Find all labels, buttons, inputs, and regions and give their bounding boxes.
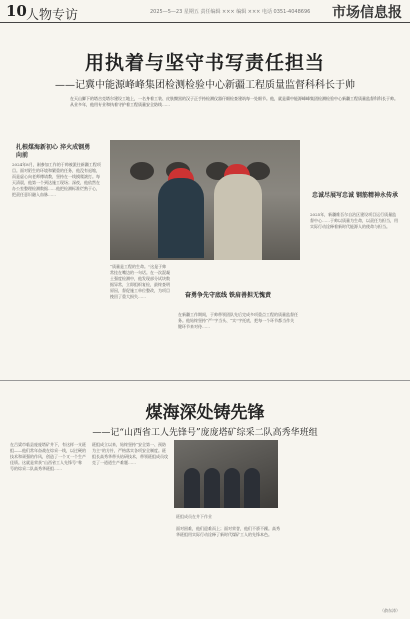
article1-subhead1: 扎根煤海新初心 淬火成钢勇向前	[16, 144, 91, 159]
article2-subtitle: ——记“山西省工人先锋号”庞庞塔矿综采二队高秀华班组	[92, 428, 318, 438]
article2-photo-caption: 班组成员在井下作业	[176, 514, 212, 519]
article1-col2: “质量是工程的生命。”这是于帅常挂在嘴边的一句话。在一次混凝土强度检测中，他发现部分试块数据异常，立即组织复检，最终查明原因，督促施工单位整改，为项目挽回了重大损失……	[110, 264, 170, 299]
issue-meta: 2025—5—23 星期五 责任编辑 ××× 编辑 ××× 电话 0351-4048696	[150, 9, 311, 15]
newspaper-logo: 市场信息报	[332, 5, 402, 21]
article1-lead: 在天山脚下的塔吉克塔尔建设工地上，一名身着工装、皮肤黝黑的汉子正手持检测仪器仔细检查建筑每一处细节。他，就是冀中能源峰峰集团检测检验中心新疆工程质量监督科科长于帅。从业多年，他用专业和执着守护着工程质量安全防线……	[70, 96, 398, 107]
article1-subhead2: 忠诚尽展写忠诚 钢筋精神永传承	[311, 192, 399, 199]
article1-col1: 2024年8月，刚参加工作的于帅被派往新疆工程项目。面对陌生的环境和繁重的任务，他没有退缩，而是虚心向老师傅请教，坚持在一线摸爬滚打。每天清晨，他第一个到达施工现场；深夜，他依然在办公室整理检测数据……他把检测标准烂熟于心，把责任意识融入血脉……	[12, 162, 101, 197]
article1-col3: 在新疆工作期间，于帅带领团队先后完成多项重点工程的质量监督任务。他始终坚持“严”字当头、“实”字托底，把每一个环节都当作关键环节来对待……	[178, 312, 298, 329]
article1-subtitle: ——记冀中能源峰峰集团检测检验中心新疆工程质量监督科科长于帅	[55, 80, 355, 91]
article2-col4	[286, 442, 402, 602]
page-number: 10	[6, 2, 27, 20]
article2-title: 煤海深处铸先锋	[145, 403, 265, 423]
article2-col3: 面对困难，他们迎难而上；面对荣誉，他们不骄不躁。高秀华班组用实际行动诠释了新时代煤矿工人的先锋本色。	[176, 526, 280, 537]
page-header	[0, 0, 410, 23]
section-divider	[0, 380, 410, 381]
article2-author: （俞东涛）	[380, 608, 400, 613]
article1-photo-subhead: 奋勇争先守底线 铁肩善担无愧责	[184, 292, 272, 299]
article1-col4-top	[310, 140, 400, 188]
article1-title: 用执着与坚守书写责任担当	[84, 52, 325, 74]
article2-col2: 班组成立以来，始终坚持“安全第一、预防为主”的方针，严格落实各项安全制度。班组长高秀华带头钻研技术，带领班组成员攻克了一道道生产难题……	[92, 442, 168, 465]
article1-photo	[110, 140, 300, 260]
article1-col4: 2025年，新疆维吾尔自治区建设项目运行质量监督中心……于帅以质量为生命，以责任为担当，用实际行动诠释着新时代能源人的使命与担当。	[310, 212, 398, 229]
article2-col1: 在吕梁市临县庞庞塔矿井下，有这样一支班组——他们常年奋战在综采一线，以过硬的技术和顽强的作风，创造了一个又一个生产佳绩。这就是荣获“山西省工人先锋号”称号的综采二队高秀华班组……	[10, 442, 86, 471]
article2-photo	[174, 440, 278, 508]
section-title: 人物专访	[26, 8, 79, 23]
